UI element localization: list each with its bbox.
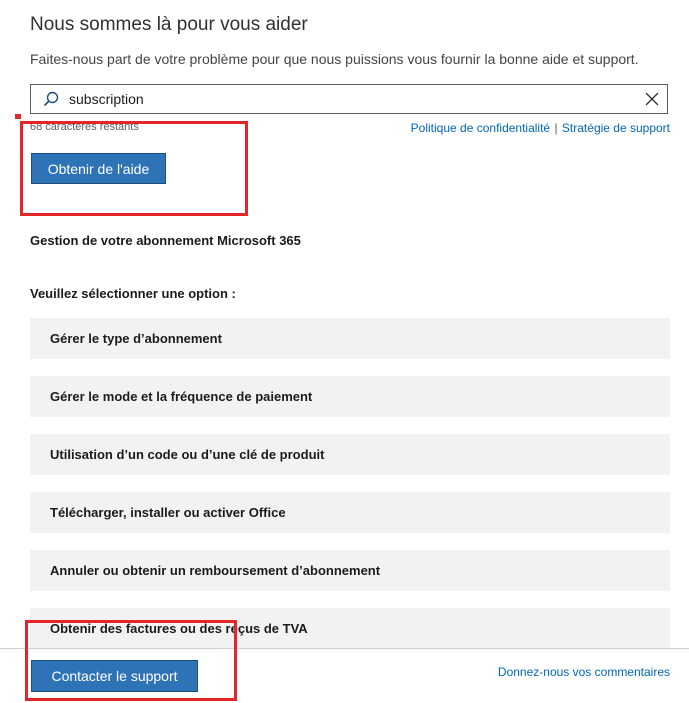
highlight-box-contact (25, 620, 237, 701)
policy-links (411, 121, 670, 135)
close-icon[interactable] (637, 85, 667, 113)
option-product-key[interactable]: Utilisation d’un code ou d’une clé de produit (30, 434, 670, 475)
feedback-link[interactable]: Donnez-nous vos commentaires (497, 665, 670, 679)
option-prompt: Veuillez sélectionner une option : (30, 286, 236, 301)
character-counter: 68 caractères restants (30, 121, 139, 133)
support-policy-link[interactable]: Stratégie de support (561, 121, 670, 135)
option-install-office[interactable]: Télécharger, installer ou activer Office (30, 492, 670, 533)
topic-title: Gestion de votre abonnement Microsoft 365 (30, 233, 301, 248)
get-help-button[interactable]: Obtenir de l'aide (31, 153, 166, 184)
privacy-policy-link[interactable]: Politique de confidentialité (410, 121, 551, 135)
contact-support-button[interactable]: Contacter le support (31, 660, 198, 692)
search-box (30, 84, 668, 114)
page-title: Nous sommes là pour vous aider (30, 14, 308, 35)
highlight-box-get-help (20, 121, 248, 216)
option-cancel-refund[interactable]: Annuler ou obtenir un remboursement d’abonnement (30, 550, 670, 591)
page-subtitle: Faites-nous part de votre problème pour que nous puissions vous fournir la bonne aide et support. (30, 51, 639, 67)
link-separator: | (554, 121, 558, 135)
option-invoices[interactable]: Obtenir des factures ou des reçus de TVA (30, 608, 670, 649)
option-list (30, 318, 670, 666)
option-manage-subscription-type[interactable]: Gérer le type d’abonnement (30, 318, 670, 359)
option-manage-payment[interactable]: Gérer le mode et la fréquence de paiement (30, 376, 670, 417)
annotation-mark (15, 114, 21, 119)
search-input[interactable] (65, 86, 637, 112)
search-icon (37, 85, 65, 113)
